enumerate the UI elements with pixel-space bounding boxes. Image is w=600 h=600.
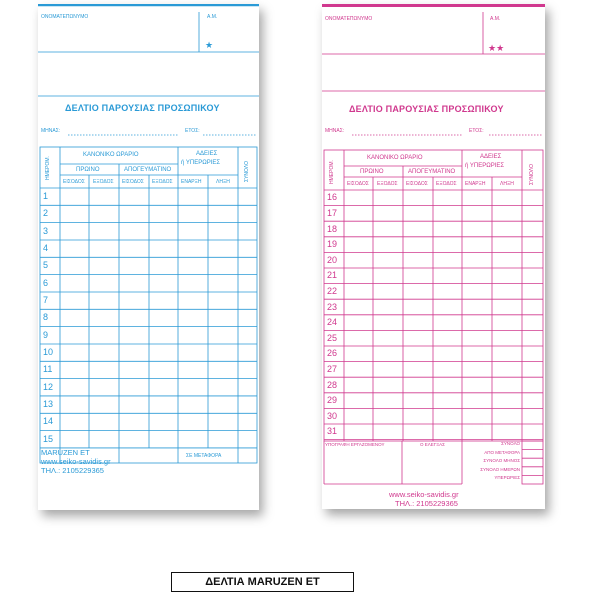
card-1-day-6: 6 xyxy=(43,277,49,288)
day-column-label: ΗΜΕΡΟΜ. xyxy=(45,156,51,180)
star-icon: ★★ xyxy=(488,43,505,53)
card-2-day-19: 19 xyxy=(327,239,338,250)
entry-label-1: ΕΙΣΟΔΟΣ xyxy=(63,179,85,185)
star-icon: ★ xyxy=(205,40,214,50)
card-2-day-28: 28 xyxy=(327,379,338,390)
card-2-grid xyxy=(322,4,545,509)
checker-label: Ο ΕΛΕΓΞΑΣ xyxy=(420,442,445,447)
regular-hours-label: ΚΑΝΟΝΙΚΟ ΩΡΑΡΙΟ xyxy=(367,155,423,161)
morning-label: ΠΡΩΙΝΟ xyxy=(360,169,384,175)
am-label: Α.Μ. xyxy=(490,16,501,22)
card-title: ΔΕΛΤΙΟ ΠΑΡΟΥΣΙΑΣ ΠΡΟΣΩΠΙΚΟΥ xyxy=(65,103,220,113)
card-1-day-5: 5 xyxy=(43,260,49,271)
card-2-day-23: 23 xyxy=(327,301,338,312)
total-column-label: ΣΥΝΟΛΟ xyxy=(244,161,250,182)
card-title: ΔΕΛΤΙΟ ΠΑΡΟΥΣΙΑΣ ΠΡΟΣΩΠΙΚΟΥ xyxy=(349,104,504,114)
leave-label: ΑΔΕΙΕΣ xyxy=(480,154,502,160)
summary-label-3: ΣΥΝΟΛΟ ΗΜΕΡΩΝ xyxy=(480,466,520,472)
leave-label: ΑΔΕΙΕΣ xyxy=(196,151,218,157)
attendance-card-2 xyxy=(322,4,545,509)
card-2-day-20: 20 xyxy=(327,254,338,265)
phone-text: ΤΗΛ.: 2105229365 xyxy=(395,499,458,508)
exit-label-2: ΕΞΟΔΟΣ xyxy=(152,179,173,185)
card-2-day-21: 21 xyxy=(327,270,338,281)
entry-label-1: ΕΙΣΟΔΟΣ xyxy=(347,181,369,187)
caption-box: ΔΕΛΤΙΑ MARUZEN ET xyxy=(171,572,354,592)
am-label: Α.Μ. xyxy=(207,14,218,20)
card-1-day-1: 1 xyxy=(43,191,49,202)
card-1-day-9: 9 xyxy=(43,329,49,340)
summary-label-1: ΑΠΟ ΜΕΤΑΦΟΡΑ xyxy=(484,449,520,455)
overtime-label: ή ΥΠΕΡΩΡΙΕΣ xyxy=(181,160,221,166)
year-label: ΕΤΟΣ: xyxy=(185,128,200,134)
card-1-day-11: 11 xyxy=(43,364,53,375)
regular-hours-label: ΚΑΝΟΝΙΚΟ ΩΡΑΡΙΟ xyxy=(83,152,139,158)
end-label: ΛΗΞΗ xyxy=(500,181,514,187)
day-column-label: ΗΜΕΡΟΜ. xyxy=(329,160,335,184)
card-1-day-10: 10 xyxy=(43,347,54,358)
summary-label-4: ΥΠΕΡΩΡΙΕΣ xyxy=(494,475,520,481)
card-2-day-24: 24 xyxy=(327,317,338,328)
year-label: ΕΤΟΣ: xyxy=(469,128,484,134)
card-1-grid xyxy=(38,4,259,510)
total-column-label: ΣΥΝΟΛΟ xyxy=(529,164,535,185)
overtime-label: ή ΥΠΕΡΩΡΙΕΣ xyxy=(465,163,505,169)
card-2-day-26: 26 xyxy=(327,348,338,359)
card-2-day-17: 17 xyxy=(327,207,338,218)
name-label: ΟΝΟΜΑΤΕΠΩΝΥΜΟ xyxy=(41,14,89,20)
card-2-day-18: 18 xyxy=(327,223,338,234)
card-2-day-27: 27 xyxy=(327,363,338,374)
employer-signature-label: ΥΠΟΓΡΑΦΗ ΕΡΓΑΖΟΜΕΝΟΥ xyxy=(325,442,385,447)
afternoon-label: ΑΠΟΓΕΥΜΑΤΙΝΟ xyxy=(408,169,456,175)
morning-label: ΠΡΩΙΝΟ xyxy=(76,167,100,173)
website-text: www.seiko-savidis.gr xyxy=(41,457,111,466)
card-2-day-16: 16 xyxy=(327,192,338,203)
month-label: ΜΗΝΑΣ: xyxy=(325,128,345,134)
card-1-day-12: 12 xyxy=(43,381,54,392)
summary-label-0: ΣΥΝΟΛΟ xyxy=(501,441,520,446)
name-label: ΟΝΟΜΑΤΕΠΩΝΥΜΟ xyxy=(325,16,373,22)
card-1-day-14: 14 xyxy=(43,416,54,427)
card-1-day-8: 8 xyxy=(43,312,49,323)
afternoon-label: ΑΠΟΓΕΥΜΑΤΙΝΟ xyxy=(124,167,172,173)
start-label: ΕΝΑΡΞΗ xyxy=(465,181,486,187)
month-label: ΜΗΝΑΣ: xyxy=(41,128,61,134)
card-1-day-2: 2 xyxy=(43,208,49,219)
card-2-day-22: 22 xyxy=(327,285,338,296)
exit-label-1: ΕΞΟΔΟΣ xyxy=(377,181,398,187)
attendance-card-1 xyxy=(38,4,259,510)
exit-label-1: ΕΞΟΔΟΣ xyxy=(93,179,114,185)
card-1-day-7: 7 xyxy=(43,295,49,306)
card-1-day-3: 3 xyxy=(43,225,49,236)
card-2-day-29: 29 xyxy=(327,395,338,406)
entry-label-2: ΕΙΣΟΔΟΣ xyxy=(122,179,144,185)
phone-text: ΤΗΛ.: 2105229365 xyxy=(41,466,104,475)
start-label: ΕΝΑΡΞΗ xyxy=(181,179,202,185)
website-text: www.seiko-savidis.gr xyxy=(389,490,459,499)
card-1-day-13: 13 xyxy=(43,399,54,410)
card-2-day-25: 25 xyxy=(327,332,338,343)
card-1-day-4: 4 xyxy=(43,243,49,254)
exit-label-2: ΕΞΟΔΟΣ xyxy=(436,181,457,187)
end-label: ΛΗΞΗ xyxy=(216,179,230,185)
carry-over-label: ΣΕ ΜΕΤΑΦΟΡΑ xyxy=(186,453,222,459)
card-2-day-30: 30 xyxy=(327,410,338,421)
summary-label-2: ΣΥΝΟΛΟ ΜΗΝΟΣ xyxy=(483,458,520,464)
brand-name: MARUZEN ET xyxy=(41,448,90,457)
card-2-day-31: 31 xyxy=(327,426,338,437)
entry-label-2: ΕΙΣΟΔΟΣ xyxy=(406,181,428,187)
card-1-day-15: 15 xyxy=(43,433,54,444)
